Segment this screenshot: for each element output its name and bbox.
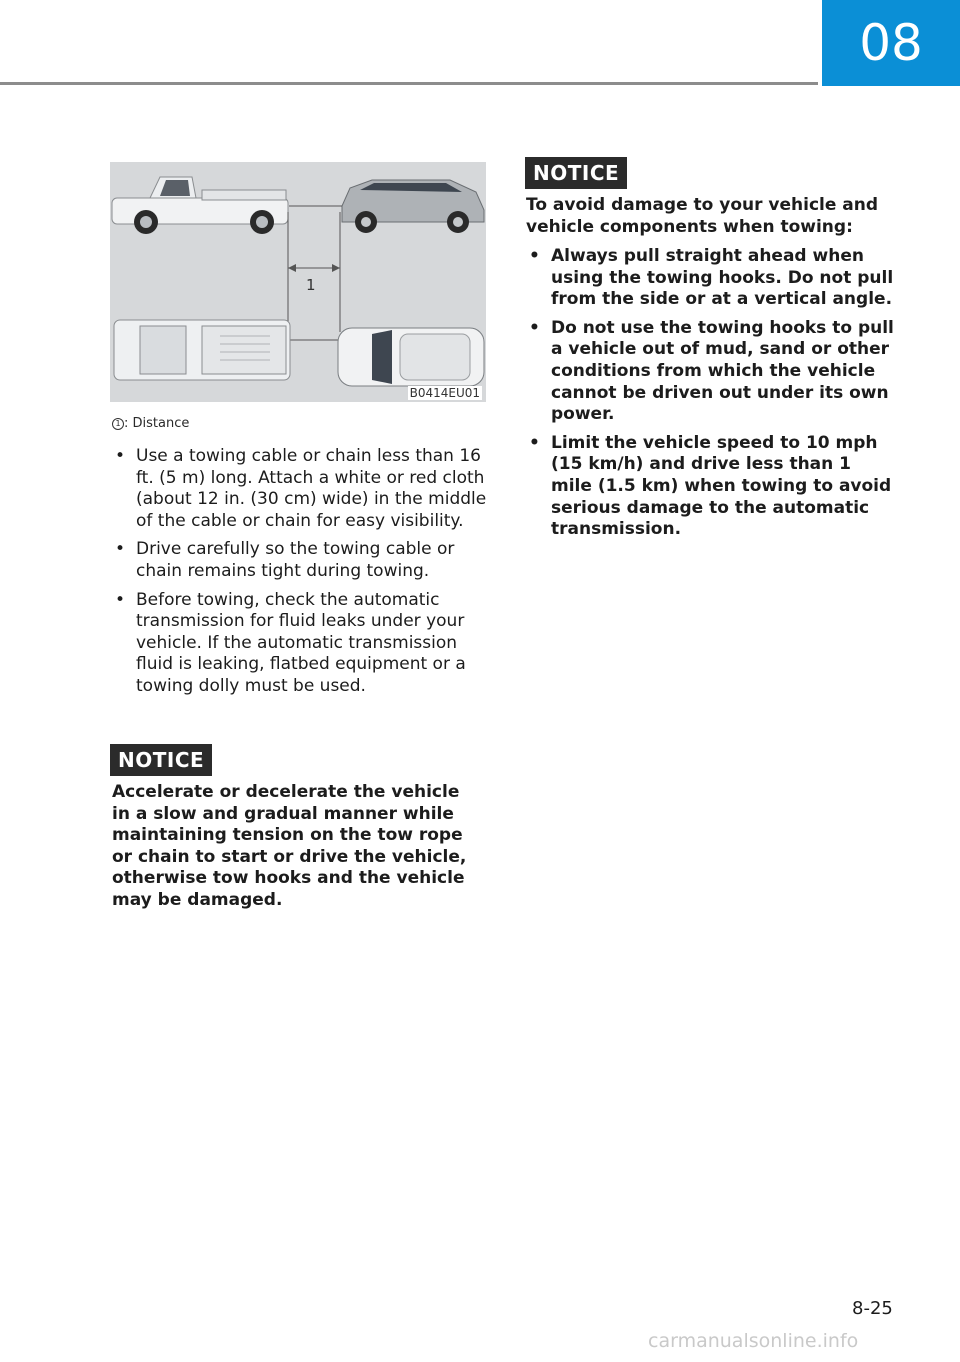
watermark: carmanualsonline.info (648, 1330, 859, 1352)
figure-legend (112, 416, 189, 431)
towing-distance-illustration (110, 162, 486, 402)
list-item: • Do not use the towing hooks to pull a vehicle out of mud, sand or other conditions from which the vehicle cannot be driven out under its own power. (529, 317, 894, 425)
list-item: • Drive carefully so the towing cable or chain remains tight during towing. (115, 539, 455, 581)
notice-intro: To avoid damage to your vehicle and vehicle components when towing: (526, 195, 879, 237)
towing-diagram (110, 162, 486, 402)
figure-code: B0414EU01 (409, 386, 480, 400)
notice-badge: NOTICE (110, 744, 212, 776)
chapter-tab: 08 (822, 0, 960, 86)
page-number: 8-25 (852, 1298, 893, 1319)
notice-text: Accelerate or decelerate the vehicle in a slow and gradual manner while maintaining tension on the tow rope or chain to start or drive the vehicle, otherwise tow hooks and the vehicle may be damaged. (112, 782, 467, 910)
legend-marker: 1 (112, 418, 124, 430)
list-item: • Limit the vehicle speed to 10 mph (15 km/h) and drive less than 1 mile (1.5 km) when towing to avoid serious damage to the automatic transmission. (529, 432, 892, 540)
notice-list (526, 246, 896, 548)
dimension-label: 1 (306, 276, 316, 294)
list-item: • Before towing, check the automatic transmission for fluid leaks under your vehicle. If the automatic transmission fluid is leaking, flatbed equipment or a towing dolly must be used. (115, 589, 466, 696)
notice-badge: NOTICE (525, 157, 627, 189)
pickup-truck-top (114, 320, 290, 380)
suv-top (338, 328, 484, 386)
list-item: • Use a towing cable or chain less than 16 ft. (5 m) long. Attach a white or red cloth (about 12 in. (30 cm) wide) in the middle of the cable or chain for easy visibility. (115, 446, 487, 531)
towing-guidelines-list (112, 446, 492, 705)
legend-text: : Distance (124, 416, 190, 431)
header-rule (0, 82, 818, 85)
list-item: • Always pull straight ahead when using the towing hooks. Do not pull from the side or at a vertical angle. (529, 246, 894, 310)
